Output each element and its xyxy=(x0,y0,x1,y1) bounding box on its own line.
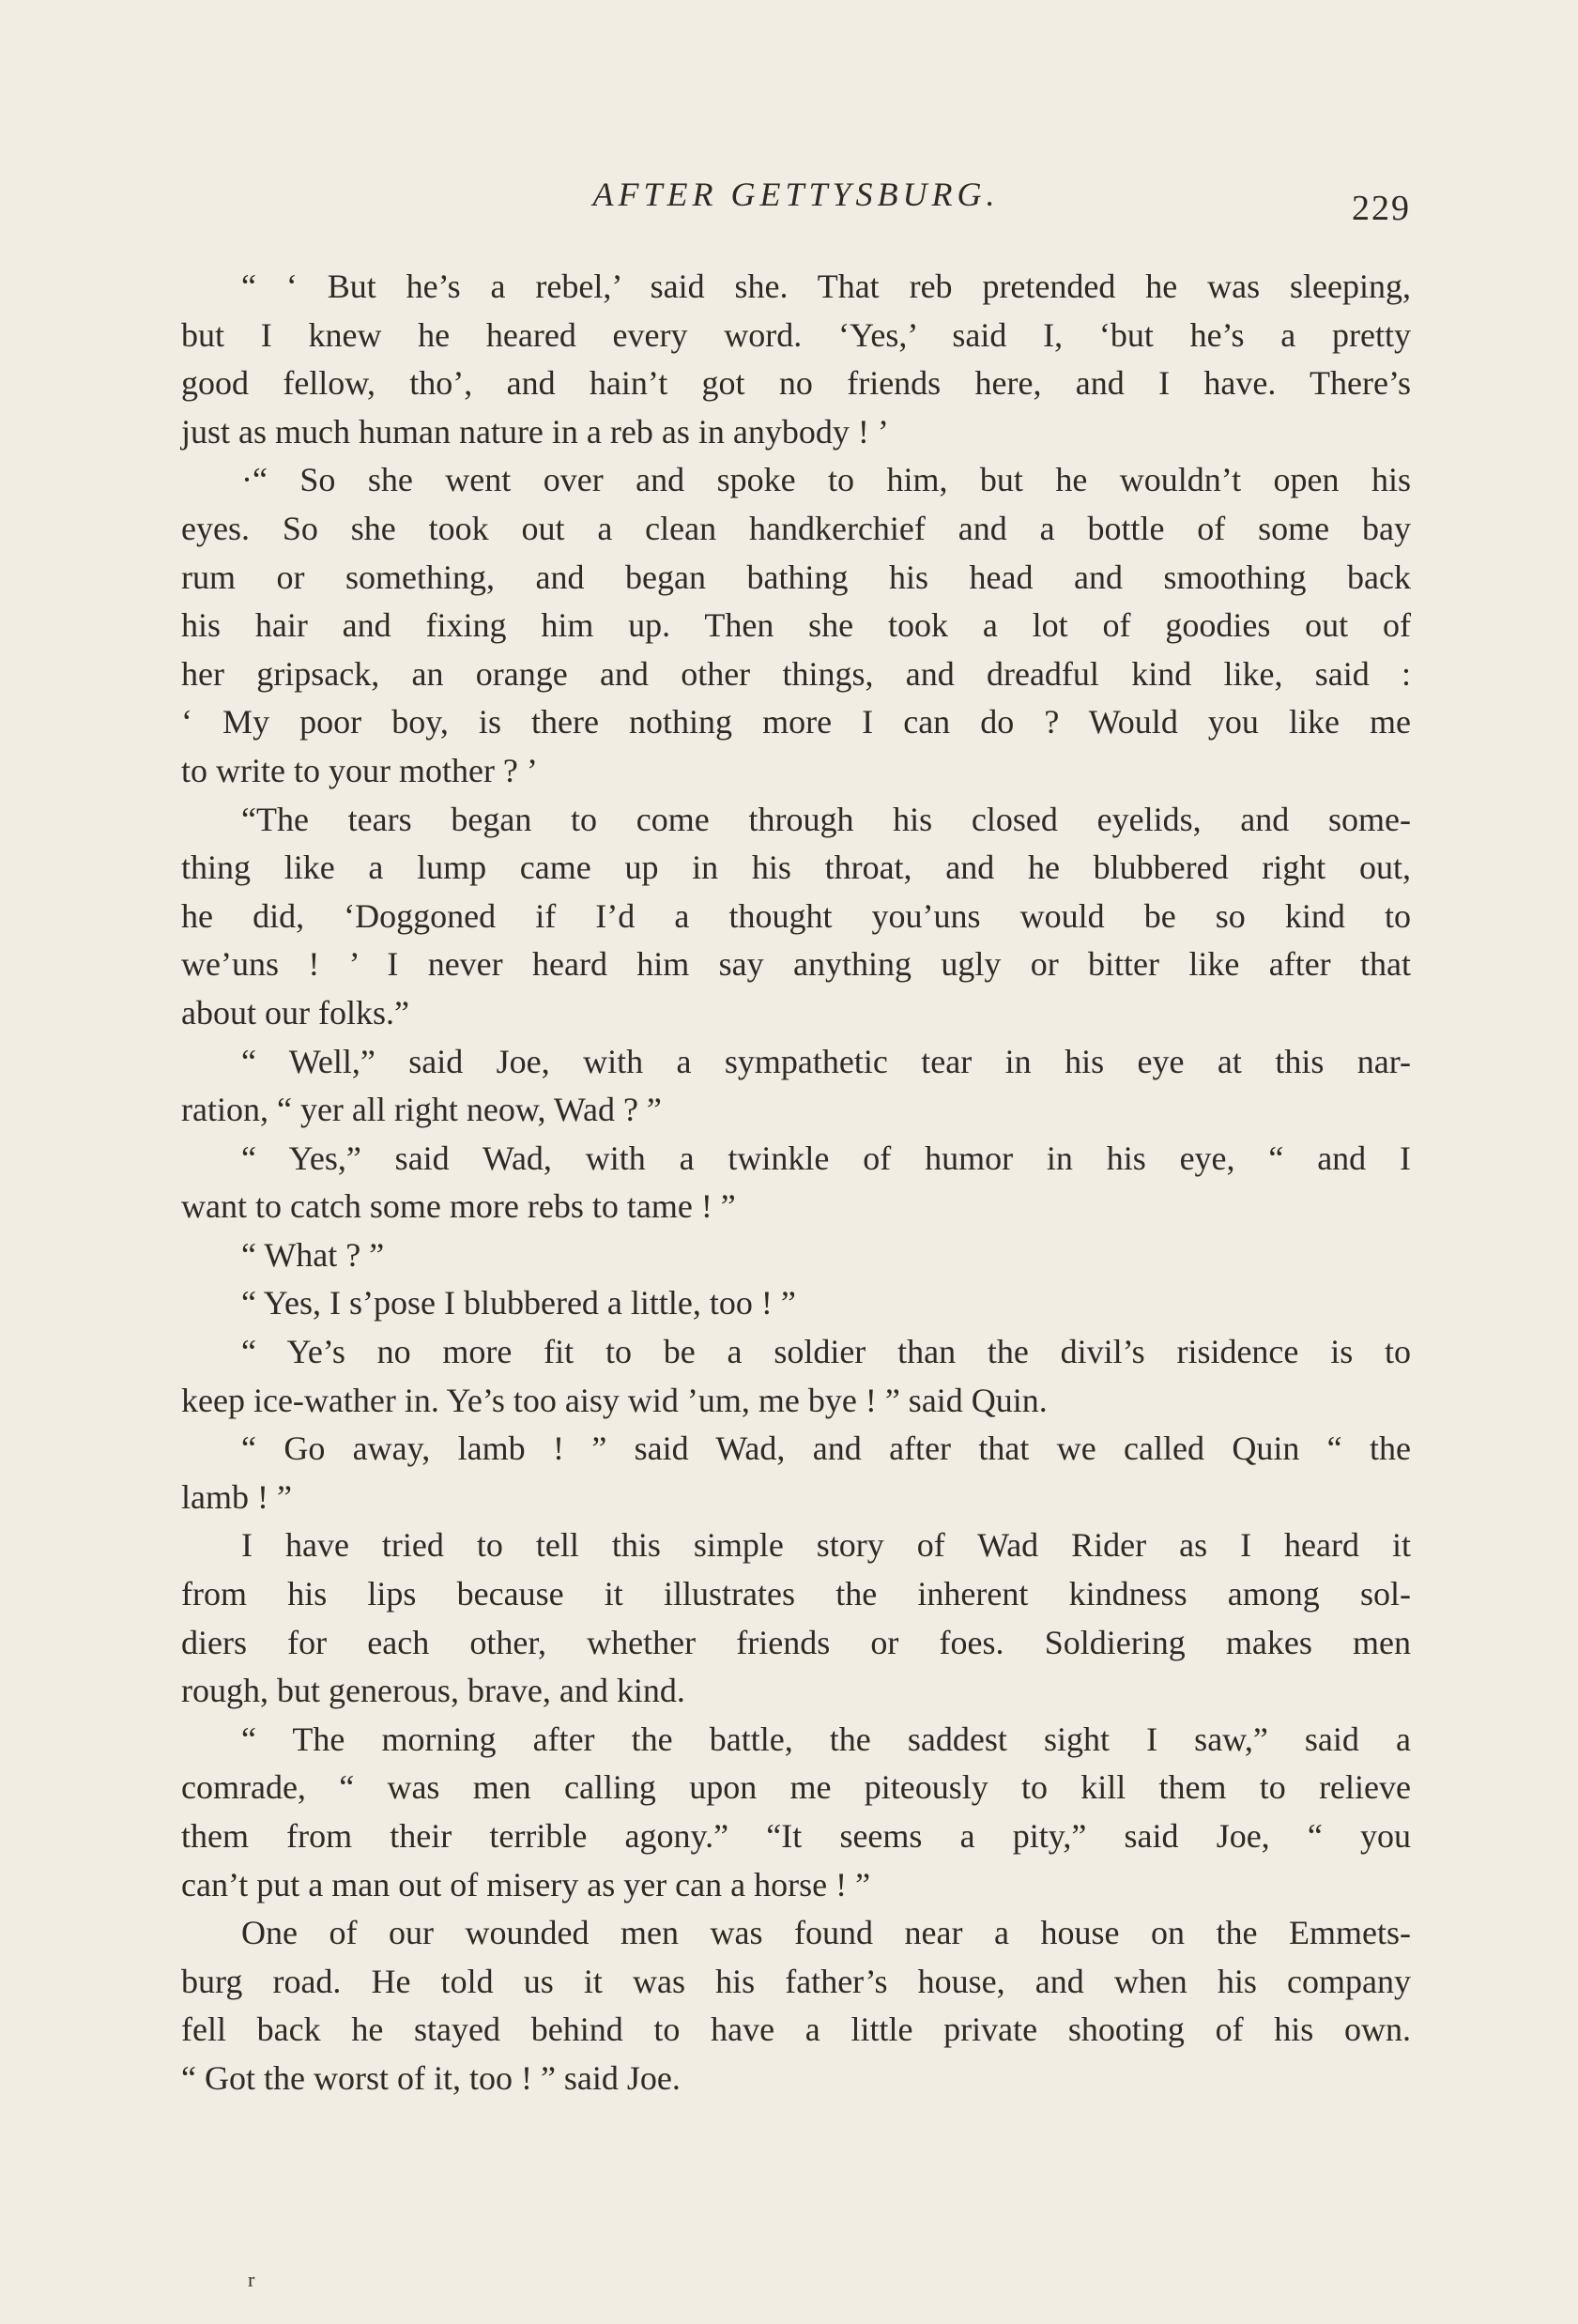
text-line: “ Go away, lamb ! ” said Wad, and after that we called Quin “ the xyxy=(241,1430,1411,1468)
text-line: “ Yes,” said Wad, with a twinkle of humor in his eye, “ and I xyxy=(241,1139,1411,1177)
body-text xyxy=(181,263,1411,2103)
text-line: “ Yes, I s’pose I blubbered a little, too ! ” xyxy=(241,1284,796,1323)
text-line: “ Got the worst of it, too ! ” said Joe. xyxy=(181,2058,681,2097)
text-line: “The tears began to come through his closed eyelids, and some- xyxy=(241,800,1411,838)
text-line: comrade, “ was men calling upon me piteously to kill them to relieve xyxy=(181,1768,1411,1807)
text-line: ·“ So she went over and spoke to him, but he wouldn’t open his xyxy=(241,461,1411,499)
text-line: keep ice-wather in. Ye’s too aisy wid ’um, me bye ! ” said Quin. xyxy=(181,1381,1048,1419)
text-line: rough, but generous, brave, and kind. xyxy=(181,1672,685,1710)
text-line: good fellow, tho’, and hain’t got no friends here, and I have. There’s xyxy=(181,364,1411,403)
printer-mark: r xyxy=(248,2268,255,2291)
text-line: rum or something, and began bathing his head and smoothing back xyxy=(181,558,1411,596)
text-line: her gripsack, an orange and other things, and dreadful kind like, said : xyxy=(181,654,1411,693)
text-line: can’t put a man out of misery as yer can a horse ! ” xyxy=(181,1865,871,1904)
text-line: lamb ! ” xyxy=(181,1477,292,1516)
text-line: just as much human nature in a reb as in anybody ! ’ xyxy=(181,412,889,451)
text-line: from his lips because it illustrates the inherent kindness among sol- xyxy=(181,1575,1411,1613)
text-line: burg road. He told us it was his father’s house, and when his company xyxy=(181,1962,1411,2000)
text-line: “ Ye’s no more fit to be a soldier than the divil’s risidence is to xyxy=(241,1333,1411,1371)
text-line: “ ‘ But he’s a rebel,’ said she. That reb pretended he was sleeping, xyxy=(241,268,1411,305)
text-line: “ The morning after the battle, the saddest sight I saw,” said a xyxy=(241,1720,1411,1758)
text-line: to write to your mother ? ’ xyxy=(181,751,538,789)
text-line: thing like a lump came up in his throat, and he blubbered right out, xyxy=(181,849,1411,887)
text-line: I have tried to tell this simple story of Wad Rider as I heard it xyxy=(241,1526,1411,1565)
running-title: AFTER GETTYSBURG. xyxy=(592,176,1000,213)
page-number: 229 xyxy=(1352,189,1411,228)
text-line: want to catch some more rebs to tame ! ” xyxy=(181,1187,736,1226)
text-line: One of our wounded men was found near a house on the Emmets- xyxy=(241,1914,1411,1952)
text-line: them from their terrible agony.” “It seems a pity,” said Joe, “ you xyxy=(181,1817,1411,1855)
text-line: but I knew he heared every word. ‘Yes,’ said I, ‘but he’s a pretty xyxy=(181,315,1411,354)
text-line: ration, “ yer all right neow, Wad ? ” xyxy=(181,1091,662,1129)
text-line: ‘ My poor boy, is there nothing more I can do ? Would you like me xyxy=(181,703,1411,742)
text-line: his hair and fixing him up. Then she took a lot of goodies out of xyxy=(181,606,1411,645)
text-line: he did, ‘Doggoned if I’d a thought you’uns would be so kind to xyxy=(181,896,1411,935)
text-line: “ Well,” said Joe, with a sympathetic tear in his eye at this nar- xyxy=(241,1042,1411,1080)
page-header xyxy=(181,175,1411,231)
text-line: fell back he stayed behind to have a little private shooting of his own. xyxy=(181,2011,1411,2049)
text-line: about our folks.” xyxy=(181,993,409,1032)
text-line: eyes. So she took out a clean handkerchief and a bottle of some bay xyxy=(181,509,1411,547)
text-line: we’uns ! ’ I never heard him say anything ugly or bitter like after that xyxy=(181,945,1411,984)
text-line: “ What ? ” xyxy=(241,1235,385,1274)
text-line: diers for each other, whether friends or foes. Soldiering makes men xyxy=(181,1623,1411,1661)
